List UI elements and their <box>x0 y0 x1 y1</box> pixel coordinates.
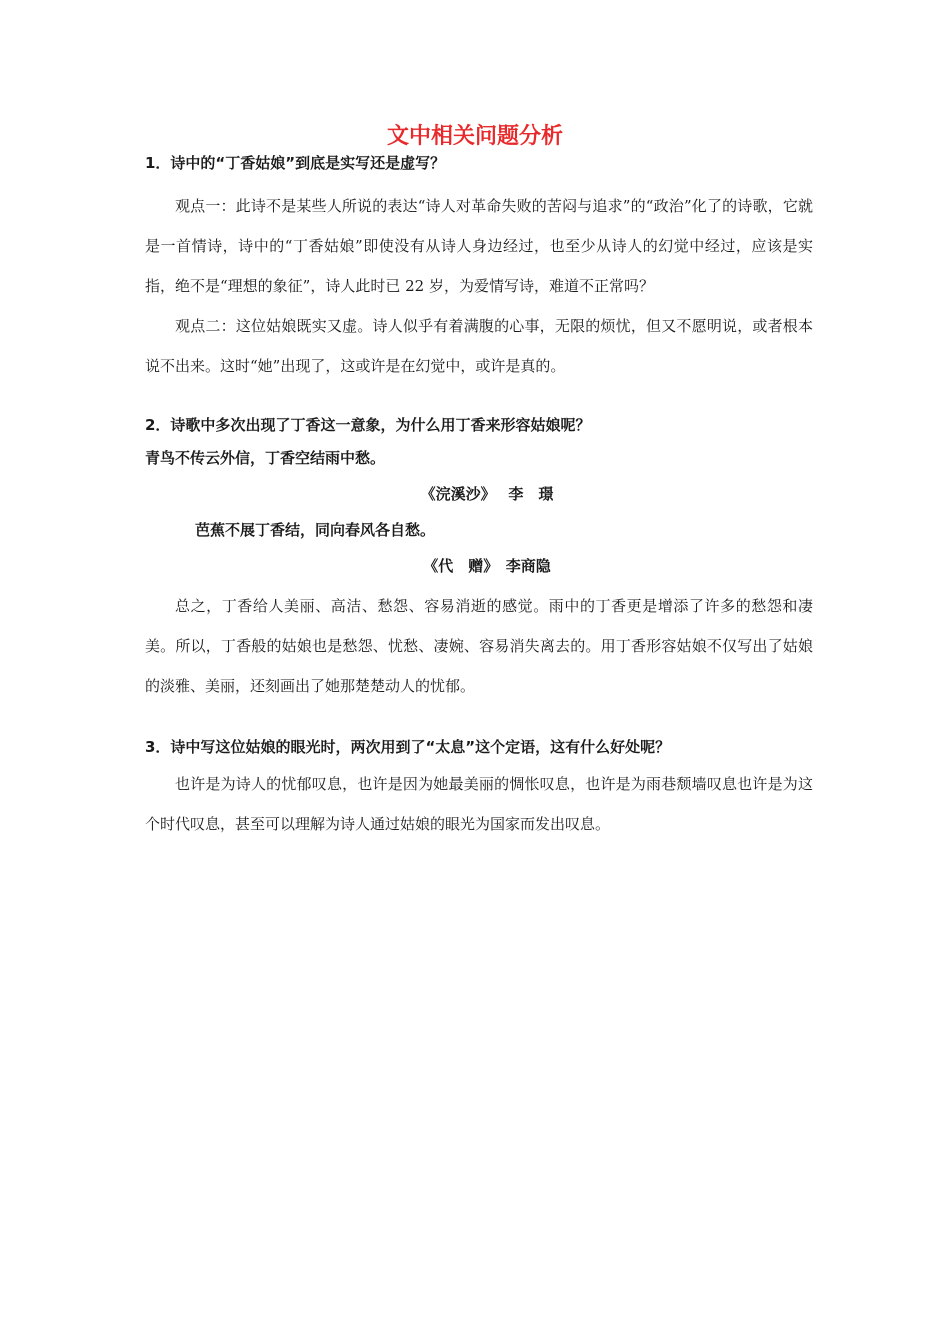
question-1-view-1: 观点一：此诗不是某些人所说的表达“诗人对革命失败的苦闷与追求”的“政治”化了的诗歌，它就是一首情诗，诗中的“丁香姑娘”即使没有从诗人身边经过，也至少从诗人的幻觉中经过，应该是实指，绝不是“理想的象征”，诗人此时已 22 岁，为爱情写诗，难道不正常吗？ <box>145 197 813 295</box>
poem-source-2: 《代 赠》 李商隐 <box>423 557 551 575</box>
page-title: 文中相关问题分析 <box>386 124 563 149</box>
question-2-summary: 总之，丁香给人美丽、高洁、愁怨、容易消逝的感觉。雨中的丁香更是增添了许多的愁怨和凄美。所以，丁香般的姑娘也是愁怨、忧愁、凄婉、容易消失离去的。用丁香形容姑娘不仅写出了姑娘的淡雅、美丽，还刻画出了她那楚楚动人的忧郁。 <box>145 597 813 695</box>
poem-line-2: 芭蕉不展丁香结，同向春风各自愁。 <box>195 521 436 539</box>
question-2-section <box>145 414 813 706</box>
poem-source-1: 《浣溪沙》 李 璟 <box>420 485 554 503</box>
question-3-heading: 3．诗中写这位姑娘的眼光时，两次用到了“太息”这个定语，这有什么好处呢？ <box>145 738 671 756</box>
question-2-heading: 2．诗歌中多次出现了丁香这一意象，为什么用丁香来形容姑娘呢？ <box>145 416 591 434</box>
question-1-heading: 1．诗中的“丁香姑娘”到底是实写还是虚写？ <box>145 154 446 172</box>
question-1-view-2: 观点二：这位姑娘既实又虚。诗人似乎有着满腹的心事，无限的烦忧，但又不愿明说，或者根本说不出来。这时“她”出现了，这或许是在幻觉中，或许是真的。 <box>145 317 813 375</box>
poem-line-1: 青鸟不传云外信，丁香空结雨中愁。 <box>145 449 386 467</box>
question-3-section <box>145 736 813 844</box>
question-3-answer: 也许是为诗人的忧郁叹息，也许是因为她最美丽的惆怅叹息，也许是为雨巷颓墙叹息也许是为这个时代叹息，甚至可以理解为诗人通过姑娘的眼光为国家而发出叹息。 <box>145 775 813 833</box>
document-body <box>145 152 813 844</box>
question-1-section <box>145 152 813 386</box>
